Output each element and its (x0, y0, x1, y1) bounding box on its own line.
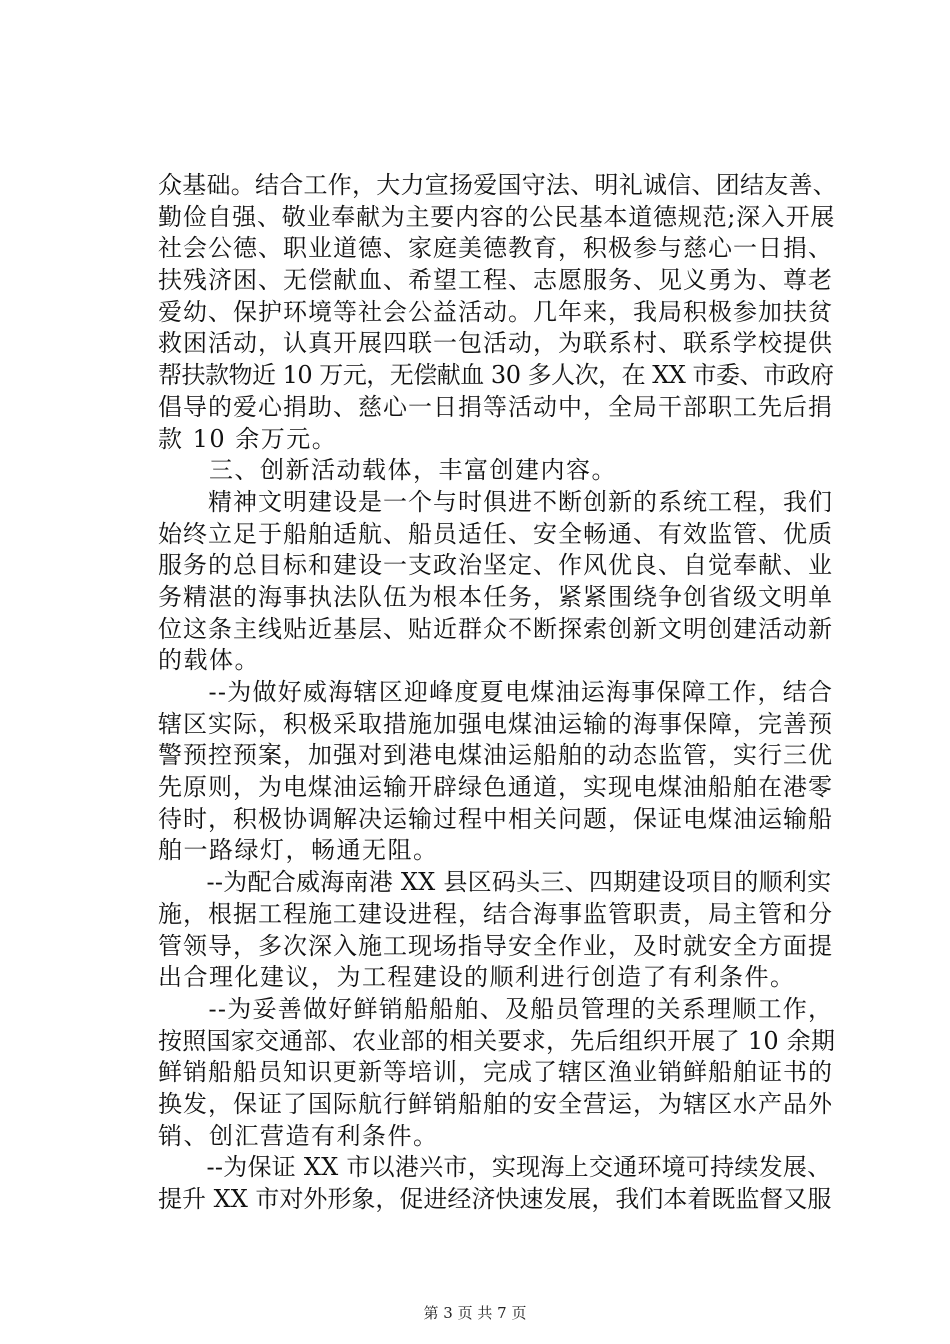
text-line: 社会公德、职业道德、家庭美德教育，积极参与慈心一日捐、 (158, 234, 833, 263)
text-line: 的载体。 (158, 646, 260, 675)
page-number-footer: 第 3 页 共 7 页 (423, 1304, 527, 1322)
text-line: 位这条主线贴近基层、贴近群众不断探索创新文明创建活动新 (158, 614, 833, 643)
text-line: 鲜销船船员知识更新等培训，完成了辖区渔业销鲜船舶证书的 (158, 1058, 833, 1087)
text-line: 辖区实际，积极采取措施加强电煤油运输的海事保障，完善预 (158, 709, 833, 738)
text-line: 警预控预案，加强对到港电煤油运船舶的动态监管，实行三优 (158, 741, 833, 770)
text-line: 先原则，为电煤油运输开辟绿色通道，实现电煤油船舶在港零 (158, 773, 833, 802)
text-line: 待时，积极协调解决运输过程中相关问题，保证电煤油运输船 (158, 804, 833, 833)
text-line: 勤俭自强、敬业奉献为主要内容的公民基本道德规范;深入开展 (158, 202, 836, 231)
text-line: 提升 XX 市对外形象，促进经济快速发展，我们本着既监督又服 (158, 1185, 832, 1213)
text-line: --为配合威海南港 XX 县区码头三、四期建设项目的顺利实 (158, 868, 832, 897)
text-line: 务精湛的海事执法队伍为根本任务，紧紧围绕争创省级文明单 (158, 582, 833, 611)
text-line: --为保证 XX 市以港兴市，实现海上交通环境可持续发展、 (158, 1153, 832, 1182)
text-line: 倡导的爱心捐助、慈心一日捐等活动中，全局干部职工先后捐 (158, 392, 833, 421)
text-line: 救困活动，认真开展四联一包活动，为联系村、联系学校提供 (158, 329, 833, 358)
text-line: 销、创汇营造有利条件。 (158, 1121, 439, 1150)
text-line: 管领导，多次深入施工现场指导安全作业，及时就安全方面提 (158, 931, 833, 960)
text-line: 精神文明建设是一个与时俱进不断创新的系统工程，我们 (158, 487, 833, 516)
text-line: 众基础。结合工作，大力宣扬爱国守法、明礼诚信、团结友善、 (158, 171, 837, 199)
text-line: 帮扶款物近 10 万元，无偿献血 30 多人次，在 XX 市委、市政府 (158, 361, 834, 390)
text-line: 换发，保证了国际航行鲜销船舶的安全营运，为辖区水产品外 (158, 1089, 833, 1118)
section-heading: 三、创新活动载体，丰富创建内容。 (158, 456, 617, 485)
text-line: 服务的总目标和建设一支政治坚定、作风优良、自觉奉献、业 (158, 551, 833, 580)
text-line: 施，根据工程施工建设进程，结合海事监管职责，局主管和分 (158, 899, 833, 928)
text-line: 始终立足于船舶适航、船员适任、安全畅通、有效监管、优质 (158, 519, 833, 548)
document-body (158, 170, 838, 1216)
text-line: 爱幼、保护环境等社会公益活动。几年来，我局积极参加扶贫 (158, 297, 833, 326)
text-line: 出合理化建议，为工程建设的顺利进行创造了有利条件。 (158, 963, 796, 992)
text-line: 按照国家交通部、农业部的相关要求，先后组织开展了 10 余期 (158, 1026, 836, 1055)
text-line: 款 10 余万元。 (158, 424, 338, 453)
text-line: --为妥善做好鲜销船船舶、及船员管理的关系理顺工作， (158, 994, 834, 1023)
text-line: 舶一路绿灯，畅通无阻。 (158, 836, 439, 865)
text-line: --为做好威海辖区迎峰度夏电煤油运海事保障工作，结合 (158, 678, 834, 706)
text-line: 扶残济困、无偿献血、希望工程、志愿服务、见义勇为、尊老 (158, 266, 833, 295)
